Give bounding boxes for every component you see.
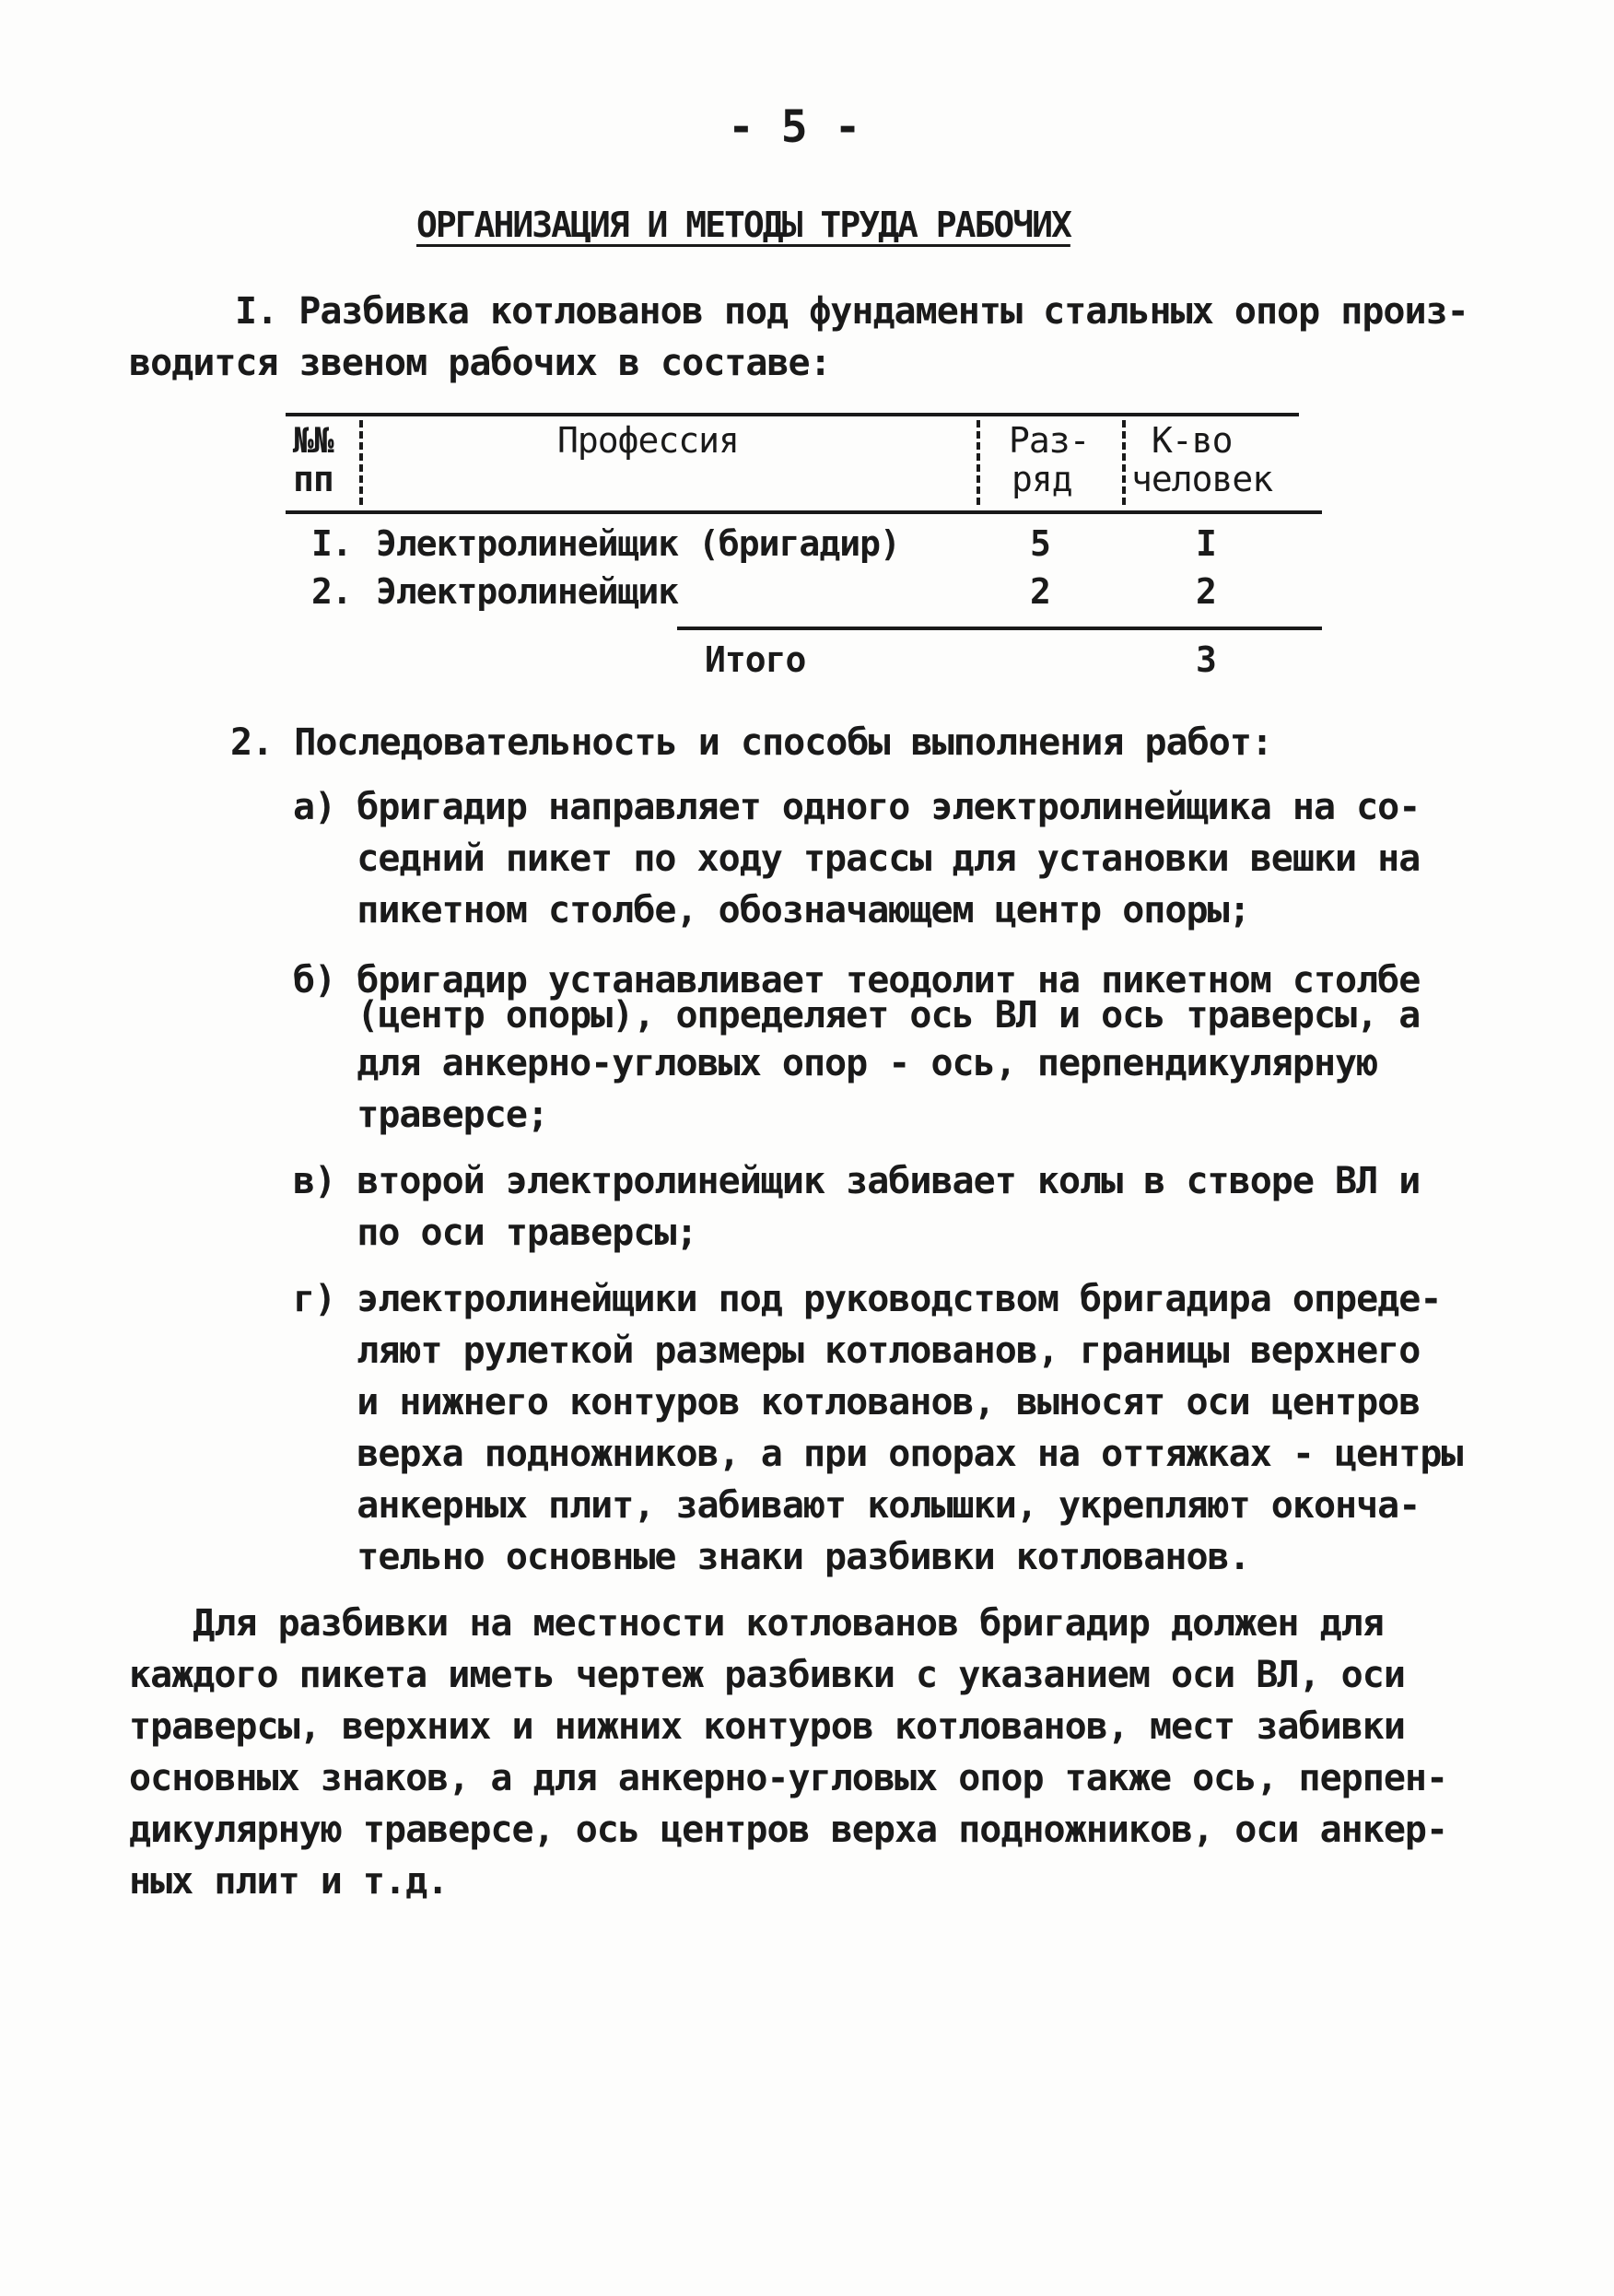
closing-line: Для разбивки на местности котлованов бригадир должен для <box>129 1602 1384 1645</box>
item-g-line: г) электролинейщики под руководством бригадира опреде- <box>293 1278 1442 1320</box>
header-num-line-2: пп <box>293 459 333 499</box>
item-g-line: верха подножников, а при опорах на оттяжках - центры <box>293 1433 1463 1475</box>
header-grade-line-2: ряд <box>1012 459 1072 499</box>
intro-line-1: I. Разбивка котлованов под фундаменты стальных опор произ- <box>235 290 1468 333</box>
item-a-line: седний пикет по ходу трассы для установки вешки на <box>293 838 1421 880</box>
header-profession: Профессия <box>557 420 739 461</box>
row-2-profession: Электролинейщик <box>376 571 679 612</box>
header-count-line-2: человек <box>1131 459 1273 499</box>
item-g-line: анкерных плит, забивают колышки, укрепляют оконча- <box>293 1484 1421 1527</box>
item-a-line: а) бригадир направляет одного электролинейщика на со- <box>293 786 1421 828</box>
row-2-count: 2 <box>1196 571 1216 612</box>
closing-line: траверсы, верхних и нижних контуров котлованов, мест забивки <box>129 1705 1405 1748</box>
item-a-line: пикетном столбе, обозначающем центр опоры; <box>293 889 1250 931</box>
closing-line: дикулярную траверсе, ось центров верха подножников, оси анкер- <box>129 1809 1448 1851</box>
item-g-line: тельно основные знаки разбивки котлованов. <box>293 1536 1250 1578</box>
closing-line: ных плит и т.д. <box>129 1860 449 1903</box>
row-1-count: I <box>1196 523 1216 564</box>
table-top-rule <box>286 413 1299 416</box>
header-count-line-1: К-во <box>1152 420 1233 461</box>
header-divider-2 <box>977 420 980 505</box>
row-1-profession: Электролинейщик (бригадир) <box>376 523 900 564</box>
total-label: Итого <box>705 639 806 680</box>
table-total-rule <box>677 627 1322 630</box>
intro-line-2: водится звеном рабочих в составе: <box>129 342 831 384</box>
item-g-line: и нижнего контуров котлованов, выносят оси центров <box>293 1381 1421 1423</box>
item-g-line: ляют рулеткой размеры котлованов, границы верхнего <box>293 1330 1421 1372</box>
header-divider-3 <box>1122 420 1126 505</box>
page-number: - 5 - <box>728 101 861 153</box>
header-num-line-1: №№ <box>293 420 333 461</box>
item-v-line: в) второй электролинейщик забивает колы в створе ВЛ и <box>293 1160 1421 1202</box>
row-2-grade: 2 <box>1030 571 1050 612</box>
page-title: ОРГАНИЗАЦИЯ И МЕТОДЫ ТРУДА РАБОЧИХ <box>416 205 1070 245</box>
item-b-line: б) бригадир устанавливает теодолит на пикетном столбе <box>293 959 1421 1002</box>
header-grade-line-1: Раз- <box>1009 420 1090 461</box>
item-b-line: (центр опоры), определяет ось ВЛ и ось траверсы, а <box>293 994 1421 1037</box>
closing-line: каждого пикета иметь чертеж разбивки с указанием оси ВЛ, оси <box>129 1654 1405 1696</box>
header-divider-1 <box>359 420 363 505</box>
row-1-num: I. <box>311 523 352 564</box>
item-v-line: по оси траверсы; <box>293 1212 697 1254</box>
item-b-line: для анкерно-угловых опор - ось, перпендикулярную <box>293 1042 1378 1084</box>
row-1-grade: 5 <box>1030 523 1050 564</box>
section-2-heading: 2. Последовательность и способы выполнения работ: <box>230 721 1273 764</box>
closing-line: основных знаков, а для анкерно-угловых опор также ось, перпен- <box>129 1757 1448 1799</box>
table-header-rule <box>286 510 1322 514</box>
total-value: 3 <box>1196 639 1216 680</box>
row-2-num: 2. <box>311 571 352 612</box>
item-b-line: траверсе; <box>293 1094 548 1136</box>
